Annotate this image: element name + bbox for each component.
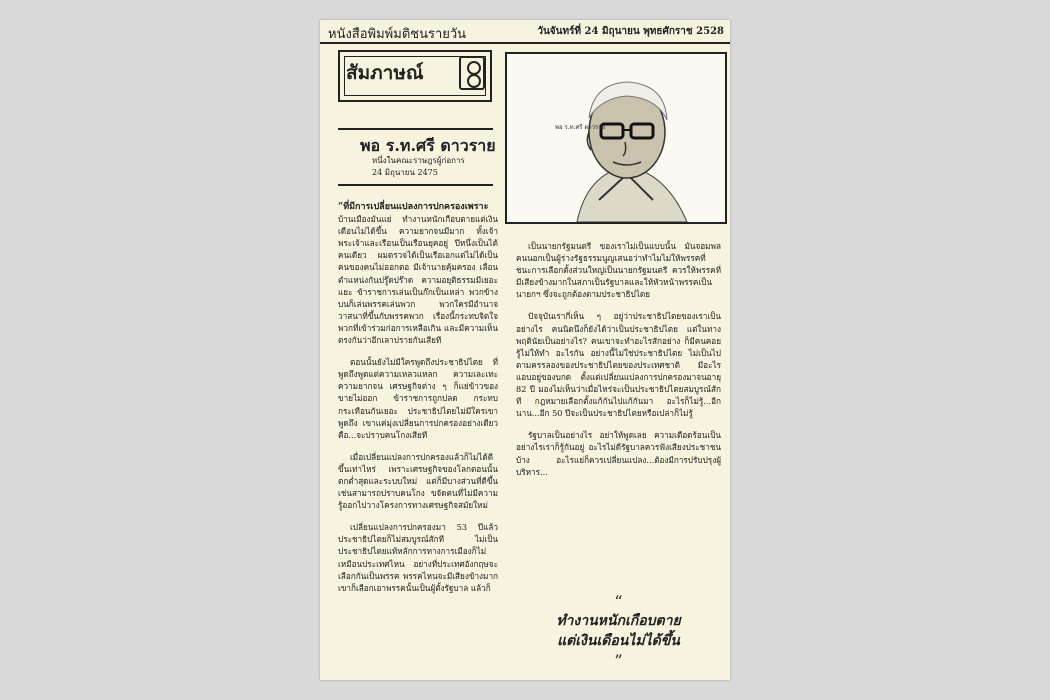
article-paragraph — [338, 200, 498, 346]
quote-close-mark: ” — [614, 651, 623, 670]
interviewee-role: หนึ่งในคณะราษฎรผู้ก่อการ — [372, 156, 465, 165]
interview-rubric — [338, 50, 492, 102]
publication-name: หนังสือพิมพ์มติชนรายวัน — [328, 27, 467, 42]
article-paragraph: เมื่อเปลี่ยนแปลงการปกครองแล้วก็ไม่ได้ดีขึ้นเท่าไหร่ เพราะเศรษฐกิจของโลกตอนนั้นตกต่ำสุดและระบบใหม่ แต่ก็มีบางส่วนที่ดีขึ้น เช่นสามารถปราบคนโกง ขจัดคนที่ไม่มีความรู้ออกไปวางโครงการทางเศรษฐกิจสมัยใหม่ — [338, 451, 498, 511]
reel-top — [467, 61, 481, 75]
cassette-icon — [459, 56, 485, 90]
byline-top-rule — [338, 128, 493, 130]
article-paragraph: ปัจจุบันเรากี่เห็น ๆ อยู่ว่าประชาธิปไตยของเราเป็นอย่างไร คนนิดนึงก็ยังได้ว่าเป็นประชาธิปไตย แต่ในทางพฤตินัยเป็นอย่างไร? คนเขาจะทำอะไรสักอย่าง ก็มีคนคอยรู้ไม่ให้ทำ อะไรกัน อย่างนี้ไม่ใช่ประชาธิปไตย ไม่เป็นไปตามครรลองของประชาธิปไตยของประเทศชาติ มีอะไรแอบอยู่ของบกด ตั้งแต่เปลี่ยนแปลงการปกครองมาจนอายุ 82 ปี มองไม่เห็นว่าเมื่อไหร่จะเป็นประชาธิปไตยสมบูรณ์สักที กฎหมายเลือกตั้งแก้กันไปแก้กันมา อะไรก็ไม่รู้...อีกนาน...อีก 50 ปีจะเป็นประชาธิปไตยหรือเปล่าก็ไม่รู้ — [516, 311, 721, 419]
article-paragraph: รัฐบาลเป็นอย่างไร อย่าให้พูดเลย ความเดือดร้อนเป็นอย่างไรเราก็รู้กันอยู่ อะไรไม่ดีรัฐบาลควรฟังเสียงประชาชนบ้าง อะไรแย่ก็ควรเปลี่ยนแปลง...ต้องมีการปรับปรุงผู้บริหาร... — [516, 430, 721, 477]
photo-caption: พอ ร.ท.ศรี ดาวราย — [555, 124, 606, 131]
quote-open-mark: “ — [614, 592, 623, 611]
interviewee-name: พอ ร.ท.ศรี ดาวราย — [360, 136, 496, 155]
portrait-illustration — [507, 54, 725, 222]
reel-bottom — [467, 74, 481, 88]
article-paragraph: ตอนนั้นยังไม่มีใครพูดถึงประชาธิปไตย ที่พูดถึงพูดแต่ความเหลวแหลก ความเละเทะ ความยากจน เศรษฐกิจต่าง ๆ ก็แย่ข้าวของขายไม่ออก ข้าราชการถูกปลด กระทบกระเทือนกันเยอะ ประชาธิปไตยไม่มีใครเขาพูดถึง เขาแค่มุ่งเปลี่ยนการปกครองอย่างเดียวคือ...จะปราบคนโกงเสียที — [338, 357, 498, 440]
pull-quote — [516, 592, 721, 670]
pull-quote-line: แต่เงินเดือนไม่ได้ขึ้น — [557, 633, 680, 649]
paragraph-text: บ้านเมืองมันแย่ ทำงานหนักเกือบตายแต่เงินเดือนไม่ได้ขึ้น ความยากจนมีมาก ทั้งเจ้าพระเจ้าและเรือนเป็นเรือนยุคอยู่ ปีหนึ่งเป็นได้คนเดียว ผมตรวจได้เป็นเรือเอกแต่ไม่ได้เป็นคนของคนไม่ออกตอ มีเจ้านายคุ้มครอง เลื่อนตำแหน่งกันปรู๊ดปร๊าด ความอยุติธรรมมีเยอะแยะ ข้าราชการเล่นเป็นก๊กเป็นเหล่า พวกข้างบนก็เล่นพรรคเล่นพวก พวกใครมีอำนาจวาสนาที่ขึ้นกับพรรคพวก เรื่องนี้กระทบจิตใจพวกที่เข้าร่วมก่อการเหลือเกิน และมีความเห็นตรงกันว่าอีกเลาปรายกันเสียที — [338, 214, 498, 346]
interviewee-date: 24 มิถุนายน 2475 — [372, 168, 438, 177]
lead-phrase-text: ที่มีการเปลี่ยนแปลงการปกครองเพราะ — [343, 202, 489, 212]
masthead — [320, 20, 730, 44]
pull-quote-line: ทำงานหนักเกือบตาย — [556, 613, 681, 629]
newspaper-clipping — [320, 20, 730, 680]
rubric-label: สัมภาษณ์ — [346, 62, 424, 84]
lead-phrase: “ที่มีการเปลี่ยนแปลงการปกครองเพราะ — [338, 202, 489, 212]
article-left-column — [338, 200, 498, 604]
byline-bottom-rule — [338, 184, 493, 186]
publication-date: วันจันทร์ที่ 24 มิถุนายน พุทธศักราช 2528 — [537, 26, 724, 37]
portrait-photo — [505, 52, 727, 224]
article-paragraph: เปลี่ยนแปลงการปกครองมา 53 ปีแล้วประชาธิปไตยก็ไม่สมบูรณ์สักที ไม่เป็นประชาธิปไตยแท้หลักการทางการเมืองก็ไม่เหมือนประเทศไหน อย่างที่ประเทศอังกฤษจะเลือกกันเป็นพรรค พรรคไหนจะมีเสียงข้างมากเขาก็เลือกเอาพรรคนั้นเป็นผู้ตั้งรัฐบาล แล้วก็ — [338, 522, 498, 593]
article-paragraph: เป็นนายกรัฐมนตรี ของเราไม่เป็นแบบนั้น มันจอมพล คนนอกเป็นผู้ร่างรัฐธรรมนูญเสนอว่าทำไมไม่ให้พรรคที่ชนะการเลือกตั้งส่วนใหญ่เป็นนายกรัฐมนตรี ควรให้พรรคที่มีเสียงข้างมากในสภาเป็นรัฐบาลและให้หัวหน้าพรรคเป็นนายกฯ ซึ่งจะถูกต้องตามประชาธิปไตย — [516, 241, 721, 300]
article-right-column — [516, 240, 721, 488]
